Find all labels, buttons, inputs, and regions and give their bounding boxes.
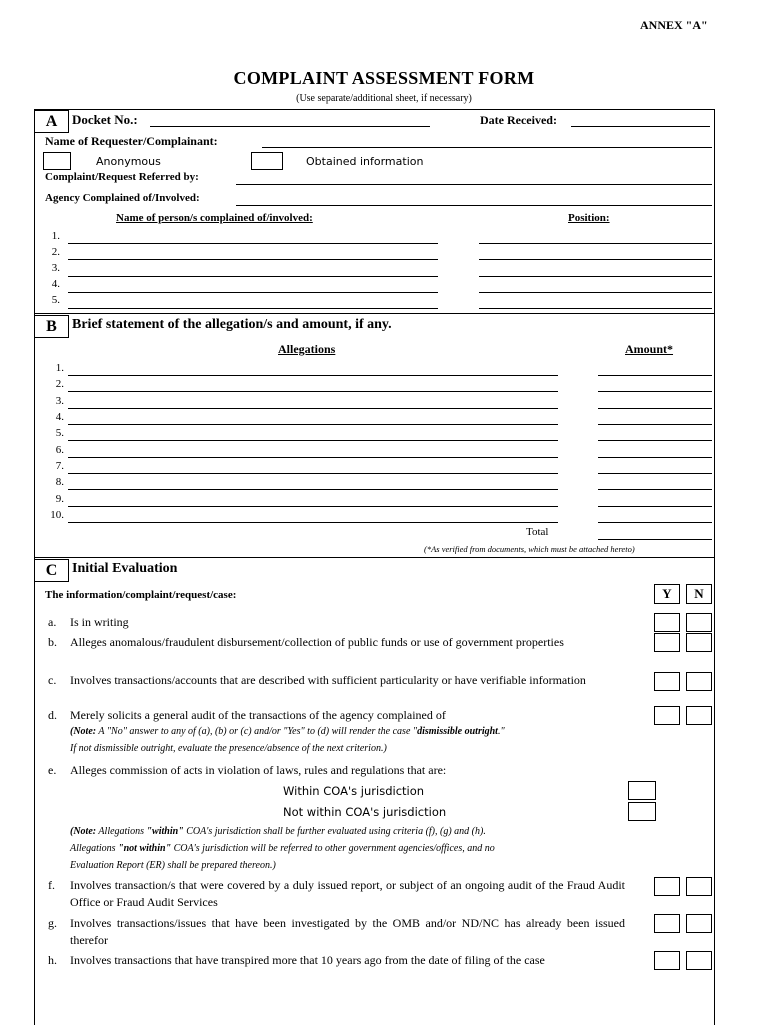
agency-label: Agency Complained of/Involved: [45,192,200,204]
amount-input[interactable] [598,506,712,507]
person-name-input[interactable] [68,292,438,293]
agency-input[interactable] [236,205,712,206]
allegation-row-number: 2. [55,378,64,390]
section-c-heading: Initial Evaluation [72,561,178,576]
requester-label: Name of Requester/Complainant: [45,134,218,148]
note-e-line2b: COA's jurisdiction will be referred to other government agencies/offices, and no [171,843,495,854]
allegations-column-header: Allegations [278,342,336,356]
criterion-text: Involves transactions that have transpired more that 10 years ago from the date of filing of the case [70,953,545,967]
note-e-line1a: Allegations [96,826,147,837]
obtained-info-checkbox[interactable] [251,152,283,170]
person-position-input[interactable] [479,308,712,309]
person-name-input[interactable] [68,276,438,277]
amount-input[interactable] [598,375,712,376]
evaluation-intro: The information/complaint/request/case: [45,589,237,601]
person-position-input[interactable] [479,292,712,293]
allegation-row-number: 10. [50,509,64,521]
criterion-text: Is in writing [70,615,129,629]
amount-column-header: Amount* [625,342,674,356]
criterion-h-no-checkbox[interactable] [686,951,712,970]
note-d-end: ." [497,726,505,737]
within-jurisdiction-label: Within COA's jurisdiction [283,784,425,798]
total-label: Total [526,526,549,538]
docket-label: Docket No.: [72,112,138,127]
note-d [70,723,630,757]
criterion-letter: e. [48,763,57,777]
allegation-row-number: 8. [55,476,64,488]
referred-label: Complaint/Request Referred by: [45,171,199,183]
criterion-b-yes-checkbox[interactable] [654,633,680,652]
allegation-input[interactable] [68,506,558,507]
criterion-letter: b. [48,635,57,649]
note-d-body: A "No" answer to any of (a), (b) or (c) and/or "Yes" to (d) will render the case " [96,726,418,737]
person-position-input[interactable] [479,243,712,244]
person-row-number: 4. [51,278,60,290]
amount-input[interactable] [598,522,712,523]
criterion-text: Involves transactions/issues that have been investigated by the OMB and/or ND/NC has already been issued therefor [70,916,625,947]
allegation-input[interactable] [68,473,558,474]
yes-column-header: Y [654,584,680,604]
allegation-row-number: 7. [55,460,64,472]
allegation-input[interactable] [68,408,558,409]
note-d-prefix: (Note: [70,726,97,737]
note-e-line2a: Allegations [70,843,119,854]
referred-input[interactable] [236,184,712,185]
person-name-input[interactable] [68,259,438,260]
within-jurisdiction-checkbox[interactable] [628,781,656,800]
criterion-h-yes-checkbox[interactable] [654,951,680,970]
docket-input[interactable] [150,126,430,127]
date-received-input[interactable] [571,126,710,127]
section-c-letter: C [34,559,69,582]
allegation-input[interactable] [68,391,558,392]
person-name-input[interactable] [68,308,438,309]
no-column-header: N [686,584,712,604]
criterion-text: Alleges anomalous/fraudulent disbursement/collection of public funds or use of government properties [70,635,564,649]
criterion-a-yes-checkbox[interactable] [654,613,680,632]
note-e-line1b: COA's jurisdiction shall be further evaluated using criteria (f), (g) and (h). [183,826,486,837]
position-column-header: Position: [568,212,610,224]
note-e-line3: Evaluation Report (ER) shall be prepared thereon.) [70,860,276,871]
criterion-b-no-checkbox[interactable] [686,633,712,652]
allegation-input[interactable] [68,424,558,425]
note-d-line2: If not dismissible outright, evaluate the presence/absence of the next criterion.) [70,743,387,754]
amount-input[interactable] [598,489,712,490]
anonymous-label: Anonymous [96,155,161,168]
total-amount-input[interactable] [598,539,712,540]
allegation-row-number: 6. [55,444,64,456]
obtained-info-label: Obtained information [306,155,424,168]
note-d-emphasis: dismissible outright [417,726,498,737]
requester-input[interactable] [262,147,712,148]
criterion-text: Alleges commission of acts in violation of laws, rules and regulations that are: [70,763,447,777]
criterion-text: Involves transactions/accounts that are described with sufficient particularity or have verifiable information [70,673,586,687]
note-e-prefix: (Note: [70,826,97,837]
date-received-label: Date Received: [480,113,557,127]
section-b-heading: Brief statement of the allegation/s and amount, if any. [72,317,392,332]
criterion-text: Involves transaction/s that were covered by a duly issued report, or subject of an ongoing audit of the Fraud Audit Office or Fraud Audit Services [70,878,625,909]
note-e-not-within: "not within" [118,843,172,854]
criterion-f-no-checkbox[interactable] [686,877,712,896]
section-divider-b [34,313,715,314]
section-b-letter: B [34,315,69,338]
person-row-number: 5. [51,294,60,306]
amount-input[interactable] [598,457,712,458]
person-row-number: 2. [51,246,60,258]
criterion-c-yes-checkbox[interactable] [654,672,680,691]
criterion-g-no-checkbox[interactable] [686,914,712,933]
note-e-within: "within" [146,826,184,837]
criterion-a-no-checkbox[interactable] [686,613,712,632]
criterion-letter: f. [48,878,55,892]
person-row-number: 3. [51,262,60,274]
section-divider-c [34,557,715,558]
note-e [70,823,630,874]
not-within-jurisdiction-label: Not within COA's jurisdiction [283,805,447,819]
annex-label: ANNEX "A" [640,18,708,32]
not-within-jurisdiction-checkbox[interactable] [628,802,656,821]
allegation-row-number: 9. [55,493,64,505]
criterion-d-no-checkbox[interactable] [686,706,712,725]
allegation-row-number: 1. [55,362,64,374]
criterion-letter: c. [48,673,57,687]
criterion-c-no-checkbox[interactable] [686,672,712,691]
allegation-input[interactable] [68,440,558,441]
allegation-row-number: 4. [55,411,64,423]
allegation-input[interactable] [68,489,558,490]
criterion-f-yes-checkbox[interactable] [654,877,680,896]
criterion-text: Merely solicits a general audit of the transactions of the agency complained of [70,708,446,722]
person-name-input[interactable] [68,243,438,244]
person-column-header: Name of person/s complained of/involved: [116,212,313,224]
allegation-row-number: 5. [55,427,64,439]
section-a-letter: A [34,110,69,133]
criterion-letter: d. [48,708,57,722]
allegation-row-number: 3. [55,395,64,407]
amount-input[interactable] [598,391,712,392]
amount-input[interactable] [598,440,712,441]
criterion-letter: g. [48,916,57,930]
person-row-number: 1. [51,230,60,242]
page-title: COMPLAINT ASSESSMENT FORM [233,68,535,88]
anonymous-checkbox[interactable] [43,152,71,170]
allegation-input[interactable] [68,522,558,523]
person-position-input[interactable] [479,259,712,260]
criterion-letter: a. [48,615,57,629]
page-subtitle: (Use separate/additional sheet, if necessary) [296,93,472,104]
criterion-g-yes-checkbox[interactable] [654,914,680,933]
amount-input[interactable] [598,424,712,425]
person-position-input[interactable] [479,276,712,277]
allegation-input[interactable] [68,457,558,458]
amount-footnote: (*As verified from documents, which must be attached hereto) [424,544,635,554]
criterion-d-yes-checkbox[interactable] [654,706,680,725]
allegation-input[interactable] [68,375,558,376]
amount-input[interactable] [598,473,712,474]
amount-input[interactable] [598,408,712,409]
criterion-letter: h. [48,953,57,967]
